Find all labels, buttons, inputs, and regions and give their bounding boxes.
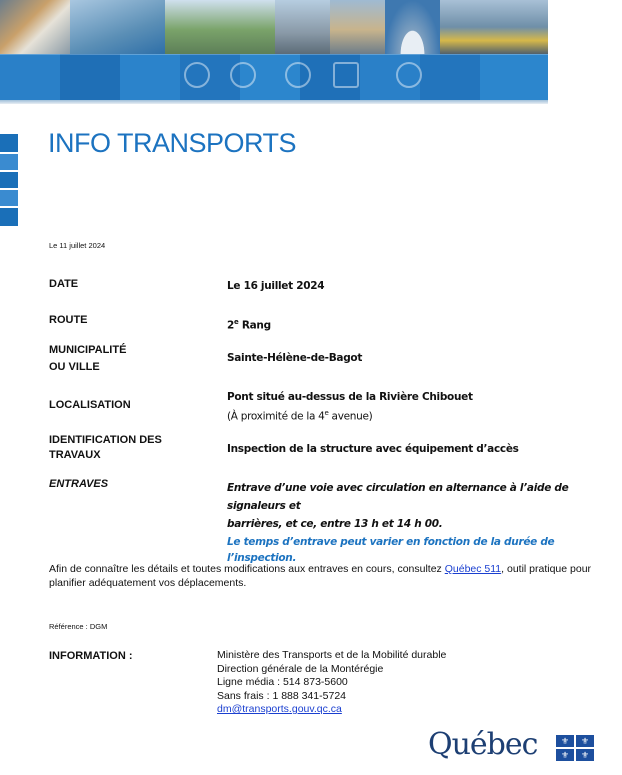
obstacles-value-line1: Entrave d’une voie avec circulation en alternance à l’aide de signaleurs et bbox=[227, 482, 569, 512]
works-label bbox=[49, 433, 162, 463]
banner-photo-building bbox=[330, 0, 385, 54]
banner-photo-landscape bbox=[165, 0, 275, 54]
advisory-paragraph bbox=[49, 562, 609, 590]
information-direction: Direction générale de la Montérégie bbox=[217, 662, 384, 675]
municipality-label-line2: OU VILLE bbox=[49, 361, 100, 373]
location-value-line1: Pont situé au-dessus de la Rivière Chibouet bbox=[227, 391, 473, 403]
banner-shadow bbox=[0, 100, 548, 104]
route-value-rest: Rang bbox=[238, 319, 271, 332]
obstacles-value bbox=[227, 479, 622, 533]
banner-photo-city bbox=[275, 0, 330, 54]
banner-tile bbox=[60, 54, 120, 103]
works-label-line1: IDENTIFICATION DES bbox=[49, 434, 162, 446]
fleur-de-lis-icon: ⚜ bbox=[576, 749, 594, 761]
fleur-de-lis-flag-icon bbox=[556, 735, 594, 761]
location-value-line2-start: (À proximité de la 4 bbox=[227, 410, 325, 423]
sidebar-block bbox=[0, 154, 18, 170]
banner-tile bbox=[0, 54, 60, 103]
fleur-de-lis-icon: ⚜ bbox=[556, 735, 574, 747]
obstacles-value-line2: barrières, et ce, entre 13 h et 14 h 00. bbox=[227, 518, 443, 530]
sidebar-block bbox=[0, 190, 18, 206]
reference: Référence : DGM bbox=[49, 622, 108, 631]
road-icon bbox=[285, 62, 311, 88]
banner-tile bbox=[420, 54, 480, 103]
sign-511-icon bbox=[333, 62, 359, 88]
header-banner bbox=[0, 0, 548, 104]
route-value bbox=[227, 314, 271, 334]
page-title: INFO TRANSPORTS bbox=[48, 128, 297, 158]
municipality-label bbox=[49, 342, 126, 376]
information-email-link[interactable]: dm@transports.gouv.qc.ca bbox=[217, 703, 342, 715]
sidebar-block bbox=[0, 208, 18, 226]
quebec-logo bbox=[428, 727, 590, 762]
municipality-label-line1: MUNICIPALITÉ bbox=[49, 344, 127, 356]
works-label-line2: TRAVAUX bbox=[49, 449, 101, 461]
banner-photo-bus bbox=[440, 0, 548, 54]
phone-icon bbox=[184, 62, 210, 88]
location-value bbox=[227, 389, 473, 425]
information-ministry: Ministère des Transports et de la Mobilité durable bbox=[217, 649, 447, 661]
obstacles-note: Le temps d’entrave peut varier en fonction de la durée de l’inspection. bbox=[227, 536, 555, 564]
fleur-de-lis-icon: ⚜ bbox=[556, 749, 574, 761]
sidebar-block bbox=[0, 172, 18, 188]
quebec-logo-text: Québec bbox=[428, 727, 538, 762]
location-value-line2-superscript: e bbox=[324, 409, 329, 417]
sidebar-block bbox=[0, 134, 18, 152]
information-label: INFORMATION : bbox=[49, 650, 133, 662]
paragraph-text-end: , outil pratique pour planifier adéquatement vos déplacements. bbox=[49, 563, 592, 589]
paragraph-text-start: Afin de connaître les détails et toutes modifications aux entraves en cours, consultez bbox=[49, 563, 445, 575]
fleur-de-lis-icon: ⚜ bbox=[576, 735, 594, 747]
works-value: Inspection de la structure avec équipement d’accès bbox=[227, 443, 519, 455]
information-toll-free: Sans frais : 1 888 341-5724 bbox=[217, 689, 347, 702]
gear-icon bbox=[230, 62, 256, 88]
vehicle-icon bbox=[396, 62, 422, 88]
banner-tile bbox=[120, 54, 180, 103]
banner-tile bbox=[480, 54, 548, 103]
date-value: Le 16 juillet 2024 bbox=[227, 280, 325, 292]
information-media-line: Ligne média : 514 873-5600 bbox=[217, 676, 348, 688]
obstacles-label: ENTRAVES bbox=[49, 478, 109, 490]
quebec-511-link[interactable]: Québec 511 bbox=[444, 563, 502, 575]
location-value-line2-end: avenue) bbox=[328, 410, 373, 423]
municipality-value: Sainte-Hélène-de-Bagot bbox=[227, 352, 363, 364]
information-block bbox=[217, 649, 446, 717]
date-label: DATE bbox=[49, 278, 79, 290]
banner-photo-workers bbox=[0, 0, 70, 54]
route-value-number: 2 bbox=[227, 319, 235, 332]
location-value-line2 bbox=[227, 405, 473, 425]
issue-date: Le 11 juillet 2024 bbox=[49, 241, 106, 250]
location-label: LOCALISATION bbox=[49, 399, 131, 411]
route-label: ROUTE bbox=[49, 314, 88, 326]
banner-photo-road bbox=[70, 0, 165, 54]
banner-photo-bridge-arch bbox=[385, 0, 440, 54]
route-value-superscript: e bbox=[234, 318, 239, 326]
